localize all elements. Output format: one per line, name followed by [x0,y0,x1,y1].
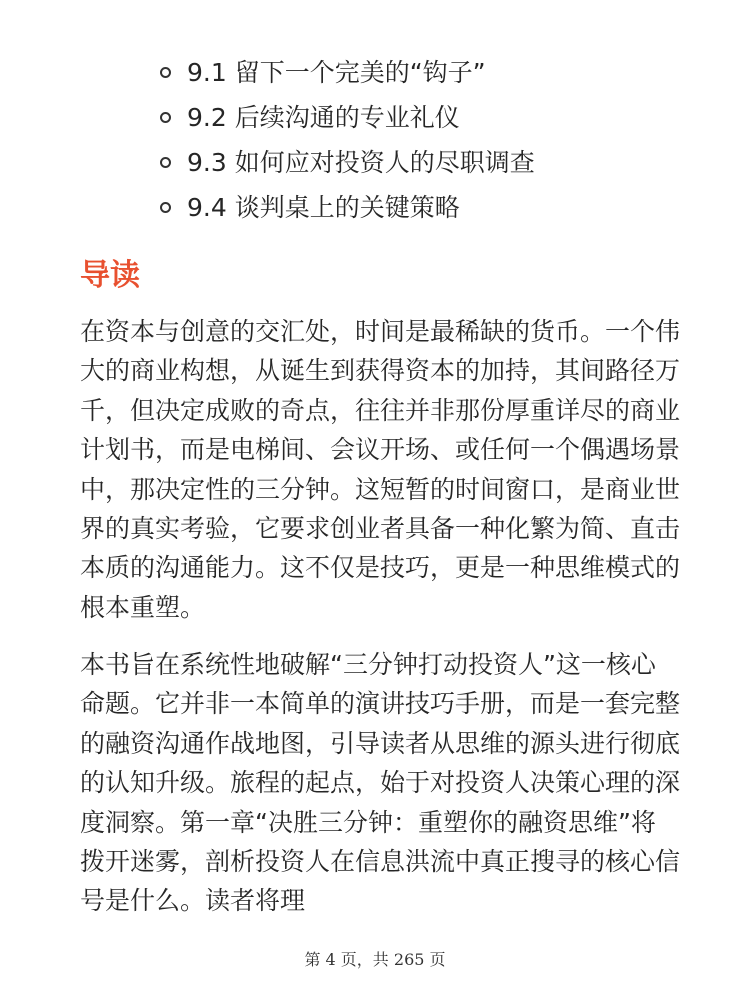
toc-item [160,95,720,140]
body-paragraph: 本书旨在系统性地破解“三分钟打动投资人”这一核心命题。它并非一本简单的演讲技巧手册，而是一套完整的融资沟通作战地图，引导读者从思维的源头进行彻底的认知升级。旅程的起点，始于对投资人决策心理的深度洞察。第一章“决胜三分钟：重塑你的融资思维”将拨开迷雾，剖析投资人在信息洪流中真正搜寻的核心信号是什么。读者将理 [80,650,681,916]
circle-bullet-icon [160,112,171,123]
page-number-footer: 第 4 页，共 265 页 [304,950,446,969]
table-of-contents-list [160,50,720,230]
toc-item [160,50,720,95]
circle-bullet-icon [160,67,171,78]
toc-item [160,185,720,230]
toc-item-label: 9.3 如何应对投资人的尽职调查 [187,148,535,177]
circle-bullet-icon [160,157,171,168]
toc-item-label: 9.1 留下一个完美的“钩子” [187,58,486,87]
section-heading: 导读 [80,258,140,293]
toc-item-label: 9.2 后续沟通的专业礼仪 [187,103,460,132]
circle-bullet-icon [160,202,171,213]
body-paragraph: 在资本与创意的交汇处，时间是最稀缺的货币。一个伟大的商业构想，从诞生到获得资本的加持，其间路径万千，但决定成败的奇点，往往并非那份厚重详尽的商业计划书，而是电梯间、会议开场、或任何一个偶遇场景中，那决定性的三分钟。这短暂的时间窗口，是商业世界的真实考验，它要求创业者具备一种化繁为简、直击本质的沟通能力。这不仅是技巧，更是一种思维模式的根本重塑。 [80,317,681,622]
toc-item-label: 9.4 谈判桌上的关键策略 [187,193,460,222]
toc-item [160,140,720,185]
